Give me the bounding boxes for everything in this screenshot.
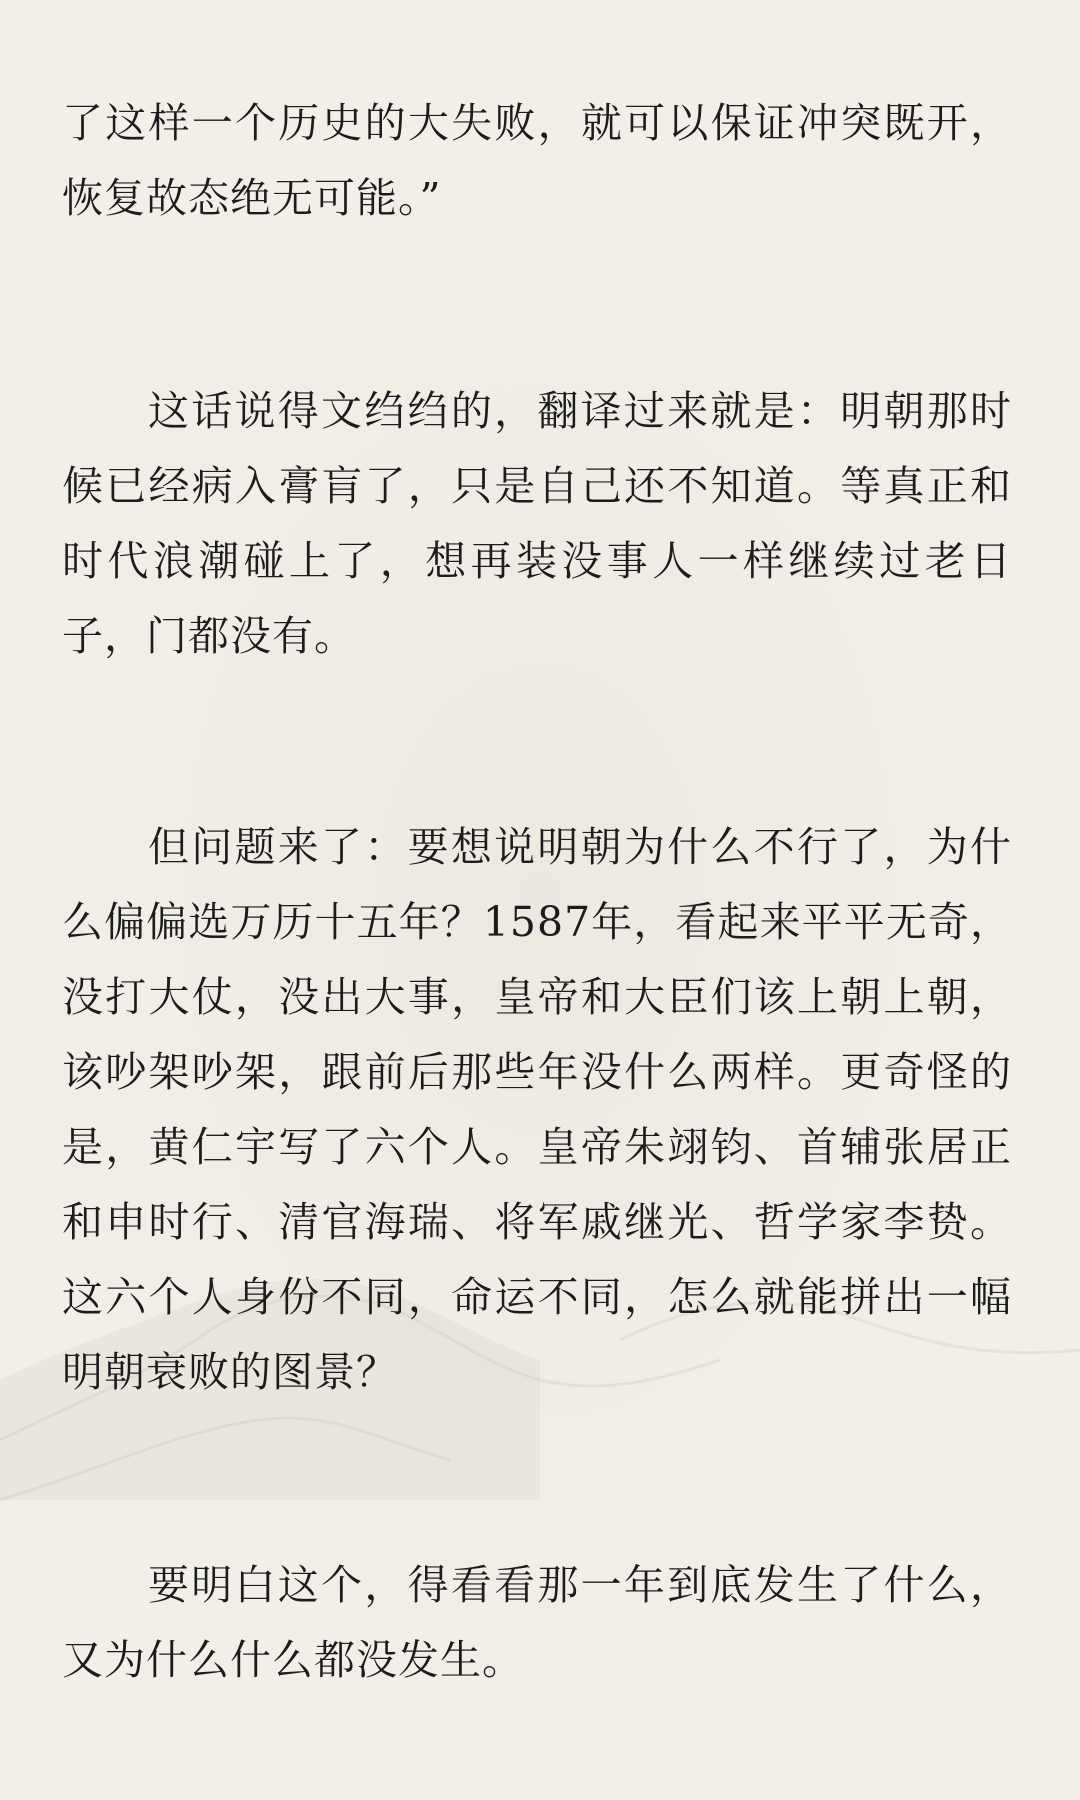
paragraph-3: 但问题来了：要想说明朝为什么不行了，为什么偏偏选万历十五年？1587年，看起来平平无奇，没打大仗，没出大事，皇帝和大臣们该上朝上朝，该吵架吵架，跟前后那些年没什么两样。更奇怪的是，黄仁宇写了六个人。皇帝朱翊钧、首辅张居正和申时行、清官海瑞、将军戚继光、哲学家李贽。这六个人身份不同，命运不同，怎么就能拼出一幅明朝衰败的图景？ xyxy=(62,823,1012,1396)
paragraph-1: 了这样一个历史的大失败，就可以保证冲突既开，恢复故态绝无可能。” xyxy=(62,99,1012,222)
article-body xyxy=(62,0,1012,1800)
paragraph-4: 要明白这个，得看看那一年到底发生了什么，又为什么什么都没发生。 xyxy=(62,1561,1012,1684)
paragraph-2: 这话说得文绉绉的，翻译过来就是：明朝那时候已经病入膏肓了，只是自己还不知道。等真正和时代浪潮碰上了，想再装没事人一样继续过老日子，门都没有。 xyxy=(62,387,1012,660)
